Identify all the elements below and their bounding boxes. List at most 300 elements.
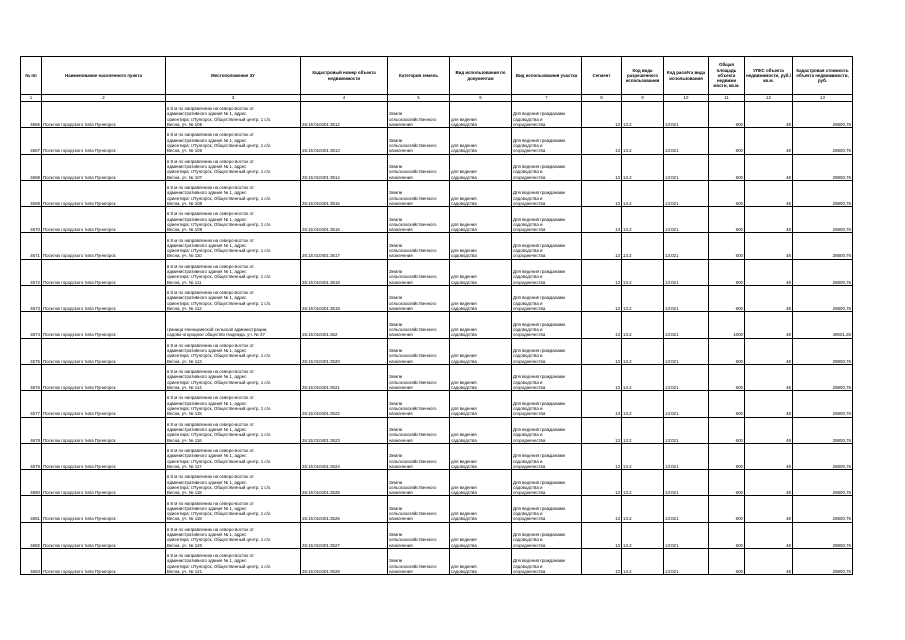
calc-use-code-text: 13:021 <box>665 332 679 338</box>
upks-value <box>745 180 793 206</box>
column-number: 5 <box>388 95 450 102</box>
location-address-text: в 8 м по направлению на северо-восток от административного здания № 1, адрес ориентира: г.Пунгорск, Общественный центр, 1 с/о Весна, уч. № 112 <box>167 290 271 312</box>
permitted-use-code <box>622 496 664 522</box>
calc-use-code <box>664 128 709 154</box>
upks-value-text: 48 <box>786 463 791 469</box>
cadastral-number-text: 26:15:010401:362 <box>302 332 338 338</box>
permitted-use-code <box>622 470 664 496</box>
cadastral-cost-text: 28800,76 <box>832 279 851 285</box>
area-sqm <box>709 180 745 206</box>
plot-use-type-text: Для ведения гражданами садоводства и огородничества <box>513 348 566 364</box>
permitted-use-code <box>622 364 664 390</box>
column-header: Местоположение ЗУ <box>166 57 301 95</box>
land-category <box>388 549 450 575</box>
segment <box>582 496 622 522</box>
settlement-name-text: Поселок городского типа Пуннгорск <box>43 569 116 575</box>
cadastral-number <box>301 470 388 496</box>
area-sqm-text: 600 <box>735 542 743 548</box>
settlement-name-text: Поселок городского типа Пуннгорск <box>43 148 116 154</box>
plot-use-type <box>512 312 582 338</box>
area-sqm <box>709 470 745 496</box>
settlement-name-text: Поселок городского типа Пуннгорск <box>43 516 116 522</box>
cadastral-cost-text: 28800,76 <box>832 174 851 180</box>
settlement-name-text: Поселок городского типа Пуннгорск <box>43 279 116 285</box>
permitted-use-code <box>622 180 664 206</box>
column-header: Категория земель <box>388 57 450 95</box>
table-row <box>21 180 853 206</box>
row-number <box>21 154 42 180</box>
calc-use-code <box>664 522 709 548</box>
settlement-name-text: Поселок городского типа Пуннгорск <box>43 437 116 443</box>
row-number-text: 4674 <box>30 332 40 338</box>
table-row <box>21 312 853 338</box>
location-address <box>166 522 301 548</box>
calc-use-code <box>664 233 709 259</box>
document-use-type <box>450 443 512 469</box>
permitted-use-code <box>622 259 664 285</box>
settlement-name-text: Поселок городского типа Пуннгорск <box>43 411 116 417</box>
settlement-name <box>42 364 166 390</box>
permitted-use-code-text: 13.2 <box>623 358 632 364</box>
settlement-name-text: Поселок городского типа Пуннгорск <box>43 490 116 496</box>
segment-text: 13 <box>615 148 620 154</box>
upks-value <box>745 391 793 417</box>
settlement-name <box>42 391 166 417</box>
location-address-text: в 8 м по направлению на северо-восток от административного здания № 1, адрес ориентира: г.Пунгорск, Общественный центр, 1 с/о Весна, уч. № 105 <box>167 106 271 127</box>
cadastral-number-text: 26:15:010401:3518 <box>302 279 340 285</box>
cadastral-value-sheet <box>20 56 852 575</box>
area-sqm-text: 600 <box>735 358 743 364</box>
document-use-type-text: для ведения садоводства <box>451 248 477 259</box>
column-header: Общая площадь объекта недвижи мости, кв.м. <box>709 57 745 95</box>
area-sqm <box>709 102 745 128</box>
calc-use-code <box>664 154 709 180</box>
header-row <box>21 57 853 95</box>
cadastral-number <box>301 233 388 259</box>
row-number-text: 4679 <box>30 463 40 469</box>
area-sqm-text: 600 <box>735 516 743 522</box>
cadastral-cost <box>793 391 853 417</box>
row-number-text: 4670 <box>30 227 40 233</box>
area-sqm-text: 1000 <box>733 332 743 338</box>
settlement-name <box>42 102 166 128</box>
upks-value <box>745 207 793 233</box>
settlement-name <box>42 443 166 469</box>
area-sqm <box>709 443 745 469</box>
upks-value-text: 48 <box>786 200 791 206</box>
location-address-text: в 8 м по направлению на северо-восток от административного здания № 1, адрес ориентира: г.Пунгорск, Общественный центр, 1 с/о Весна, уч. № 113 <box>167 342 271 364</box>
document-use-type-text: для ведения садоводства <box>451 537 477 548</box>
plot-use-type <box>512 233 582 259</box>
upks-value-text: 48 <box>786 174 791 180</box>
area-sqm-text: 600 <box>735 279 743 285</box>
cadastral-cost-text: 28800,76 <box>832 516 851 522</box>
cadastral-cost <box>793 233 853 259</box>
cadastral-number-text: 26:15:010401:3520 <box>302 358 340 364</box>
land-category-text: Земли сельскохозяйственного назначения <box>389 374 437 390</box>
settlement-name-text: Поселок городского типа Пуннгорск <box>43 174 116 180</box>
segment <box>582 286 622 312</box>
cadastral-cost-text: 28800,76 <box>832 227 851 233</box>
cadastral-number-text: 26:15:010401:3517 <box>302 253 340 259</box>
location-address <box>166 417 301 443</box>
cadastral-number-text: 26:15:010401:3515 <box>302 200 340 206</box>
cadastral-number <box>301 154 388 180</box>
area-sqm <box>709 496 745 522</box>
column-header: Код расчёта вида использования <box>664 57 709 95</box>
row-number <box>21 443 42 469</box>
upks-value-text: 48 <box>786 542 791 548</box>
segment-text: 13 <box>615 358 620 364</box>
cadastral-number <box>301 549 388 575</box>
settlement-name <box>42 207 166 233</box>
segment <box>582 259 622 285</box>
area-sqm-text: 600 <box>735 463 743 469</box>
upks-value-text: 48 <box>786 148 791 154</box>
calc-use-code <box>664 496 709 522</box>
row-number-text: 4680 <box>30 490 40 496</box>
land-category-text: Земли сельскохозяйственного назначения <box>389 295 437 312</box>
permitted-use-code <box>622 522 664 548</box>
land-category-text: Земли сельскохозяйственного назначения <box>389 505 437 522</box>
row-number-text: 4678 <box>30 437 40 443</box>
document-use-type-text: для ведения садоводства <box>451 221 477 233</box>
segment-text: 13 <box>615 411 620 417</box>
land-category <box>388 496 450 522</box>
plot-use-type-text: Для ведения гражданами садоводства и огородничества <box>513 426 566 443</box>
land-category <box>388 443 450 469</box>
column-header: Кадастровый номер объекта недвижимости <box>301 57 388 95</box>
row-number <box>21 102 42 128</box>
settlement-name <box>42 522 166 548</box>
segment <box>582 522 622 548</box>
plot-use-type-text: Для ведения гражданами садоводства и огородничества <box>513 164 566 180</box>
permitted-use-code <box>622 286 664 312</box>
plot-use-type <box>512 154 582 180</box>
table-row <box>21 470 853 496</box>
location-address <box>166 128 301 154</box>
location-address-text: в 8 м по направлению на северо-восток от административного здания № 1, адрес ориентира: г.Пунгорск, Общественный центр, 1 с/о Весна, уч. № 106 <box>167 132 271 154</box>
settlement-name-text: Поселок городского типа Пуннгорск <box>43 332 116 338</box>
upks-value <box>745 286 793 312</box>
cadastral-number-text: 26:15:010401:3528 <box>302 569 340 575</box>
row-number <box>21 549 42 575</box>
permitted-use-code-text: 13.2 <box>623 306 632 312</box>
row-number-text: 4666 <box>30 122 40 127</box>
cadastral-cost <box>793 102 853 128</box>
calc-use-code <box>664 470 709 496</box>
table-row <box>21 128 853 154</box>
segment <box>582 338 622 364</box>
cadastral-number <box>301 207 388 233</box>
calc-use-code-text: 13:021 <box>665 358 679 364</box>
cadastral-cost <box>793 180 853 206</box>
document-use-type <box>450 102 512 128</box>
upks-value <box>745 364 793 390</box>
row-number <box>21 312 42 338</box>
calc-use-code-text: 13:021 <box>665 306 679 312</box>
area-sqm-text: 600 <box>735 148 743 154</box>
document-use-type-text: для ведения садоводства <box>451 379 477 390</box>
location-address-text: в 8 м по направлению на северо-восток от административного здания № 1, адрес ориентира: г.Пунгорск, Общественный центр, 1 с/о Весна, уч. № 110 <box>167 237 271 259</box>
table-row <box>21 364 853 390</box>
cadastral-number-text: 26:15:010401:3527 <box>302 542 340 548</box>
calc-use-code-text: 13:021 <box>665 122 679 127</box>
calc-use-code <box>664 549 709 575</box>
cadastral-cost-text: 28800,76 <box>832 490 851 496</box>
location-address <box>166 154 301 180</box>
segment-text: 13 <box>615 384 620 390</box>
area-sqm-text: 600 <box>735 253 743 259</box>
row-number-text: 4683 <box>30 569 40 575</box>
land-category-text: Земли сельскохозяйственного назначения <box>389 348 437 364</box>
cadastral-cost-text: 28800,76 <box>832 358 851 364</box>
upks-value <box>745 102 793 128</box>
cadastral-cost-text: 28800,76 <box>832 384 851 390</box>
segment <box>582 128 622 154</box>
segment <box>582 233 622 259</box>
cadastral-number-text: 26:15:010401:3525 <box>302 490 340 496</box>
segment <box>582 391 622 417</box>
area-sqm <box>709 338 745 364</box>
row-number-text: 4668 <box>30 174 40 180</box>
cadastral-cost <box>793 522 853 548</box>
document-use-type <box>450 391 512 417</box>
location-address <box>166 391 301 417</box>
location-address-text: в 8 м по направлению на северо-восток от административного здания № 1, адрес ориентира: г.Пунгорск, Общественный центр, 1 с/о Весна, уч. № 120 <box>167 526 271 548</box>
land-category <box>388 338 450 364</box>
document-use-type <box>450 496 512 522</box>
cadastral-cost <box>793 154 853 180</box>
plot-use-type <box>512 286 582 312</box>
cadastral-cost <box>793 207 853 233</box>
calc-use-code <box>664 391 709 417</box>
column-number: 9 <box>622 95 664 102</box>
upks-value-text: 48 <box>786 122 791 127</box>
location-address <box>166 102 301 128</box>
land-category-text: Земли сельскохозяйственного назначения <box>389 269 437 285</box>
column-header: УПКС объекта недвижимости, руб./кв.м. <box>745 57 793 95</box>
settlement-name <box>42 259 166 285</box>
upks-value-text: 48 <box>786 306 791 312</box>
upks-value-text: 48 <box>786 516 791 522</box>
calc-use-code <box>664 417 709 443</box>
row-number <box>21 207 42 233</box>
plot-use-type <box>512 522 582 548</box>
location-address <box>166 338 301 364</box>
column-header: Код вида разрешенного использования <box>622 57 664 95</box>
calc-use-code <box>664 207 709 233</box>
land-category <box>388 364 450 390</box>
cadastral-number <box>301 102 388 128</box>
document-use-type <box>450 233 512 259</box>
settlement-name-text: Поселок городского типа Пуннгорск <box>43 542 116 548</box>
cadastral-number-text: 26:15:010401:3514 <box>302 174 340 180</box>
plot-use-type-text: Для ведения гражданами садоводства и огородничества <box>513 479 566 496</box>
table-row <box>21 443 853 469</box>
document-use-type <box>450 549 512 575</box>
calc-use-code <box>664 180 709 206</box>
location-address <box>166 180 301 206</box>
cadastral-number-text: 26:15:010401:3516 <box>302 227 340 233</box>
permitted-use-code-text: 13.2 <box>623 279 632 285</box>
table-row <box>21 391 853 417</box>
upks-value-text: 48 <box>786 279 791 285</box>
area-sqm <box>709 207 745 233</box>
area-sqm <box>709 391 745 417</box>
column-header: № пп <box>21 57 42 95</box>
row-number-text: 4675 <box>30 358 40 364</box>
calc-use-code-text: 13:021 <box>665 463 679 469</box>
table-row <box>21 417 853 443</box>
area-sqm-text: 600 <box>735 200 743 206</box>
column-header: Вид использования участка <box>512 57 582 95</box>
column-number: 6 <box>450 95 512 102</box>
settlement-name <box>42 180 166 206</box>
permitted-use-code-text: 13.2 <box>623 542 632 548</box>
area-sqm <box>709 233 745 259</box>
upks-value <box>745 443 793 469</box>
land-category-text: Земли сельскохозяйственного назначения <box>389 453 437 469</box>
permitted-use-code <box>622 207 664 233</box>
location-address-text: в 8 м по направлению на северо-восток от административного здания № 1, адрес ориентира: г.Пунгорск, Общественный центр, 1 с/о Весна, уч. № 108 <box>167 185 271 206</box>
plot-use-type-text: Для ведения гражданами садоводства и огородничества <box>513 558 566 575</box>
cadastral-number-text: 26:15:010401:3513 <box>302 148 340 154</box>
area-sqm-text: 600 <box>735 306 743 312</box>
upks-value <box>745 470 793 496</box>
document-use-type-text: для ведения садоводства <box>451 116 477 127</box>
plot-use-type-text: Для ведения гражданами садоводства и огородничества <box>513 269 566 285</box>
table-row <box>21 102 853 128</box>
land-category <box>388 128 450 154</box>
land-category <box>388 233 450 259</box>
document-use-type <box>450 364 512 390</box>
row-number <box>21 417 42 443</box>
plot-use-type <box>512 102 582 128</box>
land-category-text: Земли сельскохозяйственного назначения <box>389 190 437 206</box>
permitted-use-code <box>622 549 664 575</box>
permitted-use-code <box>622 391 664 417</box>
permitted-use-code-text: 13.2 <box>623 122 632 127</box>
document-use-type-text: для ведения садоводства <box>451 458 477 469</box>
plot-use-type-text: Для ведения гражданами садоводства и огородничества <box>513 532 566 548</box>
cadastral-number <box>301 496 388 522</box>
land-category-text: Земли сельскохозяйственного назначения <box>389 558 437 575</box>
permitted-use-code-text: 13.2 <box>623 437 632 443</box>
plot-use-type-text: Для ведения гражданами садоводства и огородничества <box>513 321 566 338</box>
area-sqm <box>709 259 745 285</box>
calc-use-code <box>664 338 709 364</box>
plot-use-type <box>512 443 582 469</box>
location-address <box>166 233 301 259</box>
document-use-type <box>450 286 512 312</box>
plot-use-type-text: Для ведения гражданами садоводства и огородничества <box>513 453 566 469</box>
row-number <box>21 286 42 312</box>
document-use-type-text: для ведения садоводства <box>451 405 477 417</box>
calc-use-code-text: 13:021 <box>665 227 679 233</box>
document-use-type-text: для ведения садоводства <box>451 300 477 312</box>
cadastral-cost <box>793 338 853 364</box>
document-use-type-text: для ведения садоводства <box>451 169 477 180</box>
area-sqm <box>709 154 745 180</box>
land-category-text: Земли сельскохозяйственного назначения <box>389 479 437 496</box>
row-number <box>21 259 42 285</box>
upks-value-text: 48 <box>786 569 791 575</box>
cadastral-cost <box>793 496 853 522</box>
row-number <box>21 128 42 154</box>
land-category <box>388 417 450 443</box>
calc-use-code-text: 13:021 <box>665 437 679 443</box>
location-address <box>166 259 301 285</box>
cadastral-number <box>301 286 388 312</box>
column-number: 11 <box>709 95 745 102</box>
row-number-text: 4682 <box>30 542 40 548</box>
location-address-text: в 8 м по направлению на северо-восток от административного здания № 1, адрес ориентира: г.Пунгорск, Общественный центр, 1 с/о Весна, уч. № 109 <box>167 211 271 233</box>
cadastral-cost-text: 28800,76 <box>832 437 851 443</box>
column-header: Наименование населенного пункта <box>42 57 166 95</box>
plot-use-type-text: Для ведения гражданами садоводства и огородничества <box>513 400 566 417</box>
cadastral-number <box>301 128 388 154</box>
cadastral-cost <box>793 259 853 285</box>
land-category-text: Земли сельскохозяйственного назначения <box>389 137 437 154</box>
segment-text: 13 <box>615 306 620 312</box>
plot-use-type-text: Для ведения гражданами садоводства и огородничества <box>513 190 566 206</box>
location-address-text: в 8 м по направлению на северо-восток от административного здания № 1, адрес ориентира: г.Пунгорск, Общественный центр, 1 с/о Весна, уч. № 119 <box>167 500 271 522</box>
plot-use-type-text: Для ведения гражданами садоводства и огородничества <box>513 374 566 390</box>
land-category-text: Земли сельскохозяйственного назначения <box>389 111 437 127</box>
calc-use-code-text: 13:021 <box>665 384 679 390</box>
area-sqm-text: 600 <box>735 411 743 417</box>
upks-value <box>745 522 793 548</box>
cadastral-cost-text: 28800,76 <box>832 306 851 312</box>
segment-text: 13 <box>615 253 620 259</box>
segment-text: 13 <box>615 174 620 180</box>
plot-use-type <box>512 549 582 575</box>
plot-use-type <box>512 128 582 154</box>
cadastral-cost <box>793 364 853 390</box>
permitted-use-code-text: 13.2 <box>623 516 632 522</box>
area-sqm <box>709 417 745 443</box>
row-number-text: 4677 <box>30 411 40 417</box>
land-category-text: Земли сельскохозяйственного назначения <box>389 321 437 338</box>
location-address-text: в 8 м по направлению на северо-восток от административного здания № 1, адрес ориентира: г.Пунгорск, Общественный центр, 1 с/о Весна, уч. № 107 <box>167 158 271 180</box>
settlement-name-text: Поселок городского типа Пуннгорск <box>43 306 116 312</box>
cadastral-number-text: 26:15:010401:3522 <box>302 411 340 417</box>
row-number <box>21 180 42 206</box>
column-number: 2 <box>42 95 166 102</box>
land-category <box>388 286 450 312</box>
segment <box>582 102 622 128</box>
cadastral-cost-text: 48001,26 <box>832 332 851 338</box>
cadastral-number <box>301 312 388 338</box>
location-address <box>166 312 301 338</box>
row-number <box>21 364 42 390</box>
permitted-use-code <box>622 417 664 443</box>
settlement-name-text: Поселок городского типа Пуннгорск <box>43 358 116 364</box>
location-address-text: в 8 м по направлению на северо-восток от административного здания № 1, адрес ориентира: г.Пунгорск, Общественный центр, 1 с/о Весна, уч. № 115 <box>167 395 271 417</box>
segment <box>582 312 622 338</box>
segment-text: 13 <box>615 279 620 285</box>
calc-use-code <box>664 286 709 312</box>
permitted-use-code <box>622 102 664 128</box>
location-address-text: граница Ненецкинской сельской администрации, садово-огородное общество Надежда, уч. № 37 <box>167 327 268 338</box>
location-address-text: в 8 м по направлению на северо-восток от административного здания № 1, адрес ориентира: г.Пунгорск, Общественный центр, 1 с/о Весна, уч. № 121 <box>167 553 271 575</box>
plot-use-type-text: Для ведения гражданами садоводства и огородничества <box>513 295 566 312</box>
upks-value <box>745 549 793 575</box>
plot-use-type <box>512 496 582 522</box>
document-use-type <box>450 128 512 154</box>
settlement-name <box>42 286 166 312</box>
